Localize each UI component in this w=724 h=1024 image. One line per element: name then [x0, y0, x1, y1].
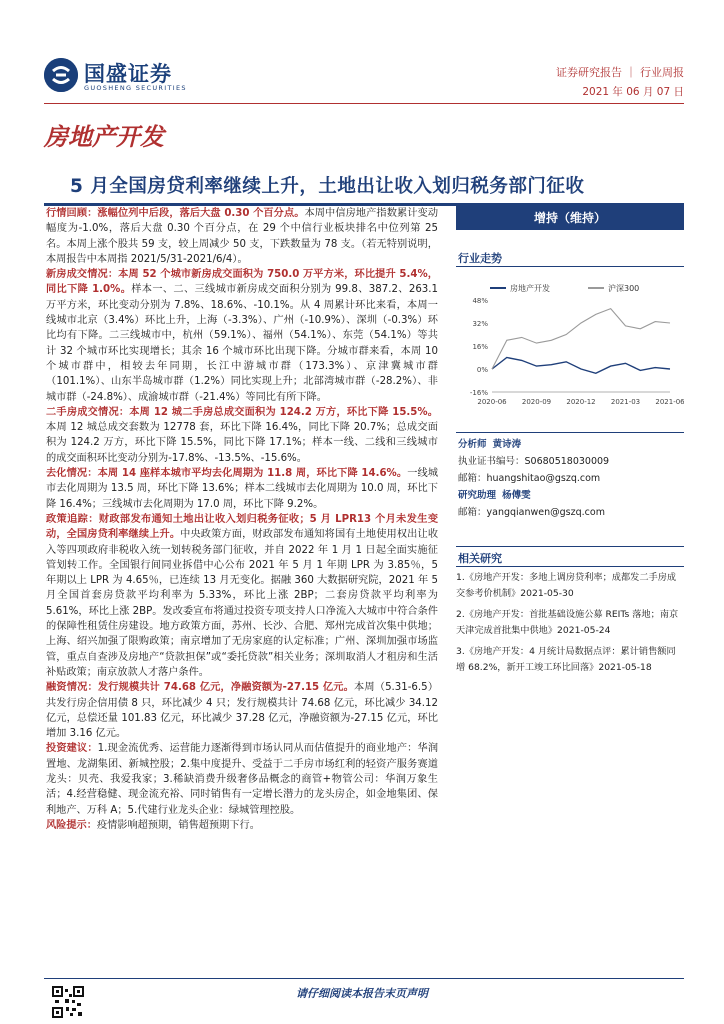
x-tick-label: 2021-03 — [610, 398, 641, 406]
paragraph-second-hand — [46, 405, 438, 466]
paragraph-text: 本周中信房地产指数累计变动幅度为-1.0%，落后大盘 0.30 个百分点，在 29 个中信行业板块排名中位列第 25 名。本周上涨个股共 59 支，较上周减少 50 支，下跌数量为 78 支。（若无特别说明，本周报告中本周指 2021/5/31-2021/6/4）。 — [46, 208, 439, 265]
paragraph-label: 去化情况： — [46, 468, 98, 480]
legend-label-real-estate: 房地产开发 — [510, 284, 550, 293]
license-number: 执业证书编号：S0680518030009 — [458, 456, 610, 467]
lead-analyst — [458, 436, 684, 453]
x-tick-label: 2021-06 — [655, 398, 684, 406]
y-tick-label: 0% — [476, 366, 488, 374]
paragraph-inventory — [46, 466, 438, 512]
report-date: 2021 年 06 月 07 日 — [582, 86, 684, 98]
trend-chart — [456, 270, 684, 420]
paragraph-label: 二手房成交情况： — [46, 406, 130, 418]
paragraph-text: 1.现金流优秀、运营能力逐渐得到市场认同从而估值提升的商业地产：华润置地、龙湖集团、新城控股；2.集中度提升、受益于二手房市场红利的轻资产服务赛道龙头：贝壳、我爱我家；3.稀缺消费升级奢侈品概念的商管+物管公司：华润万象生活；4.经营稳健、现金流充裕、同时销售有一定增长潜力的龙头房企，如金地集团、保利地产、万科 A；5.代建行业龙头企业：绿城管理控股。 — [46, 743, 439, 816]
trend-chart-svg — [456, 270, 684, 420]
paragraph-highlight: 本周 14 座样本城市平均去化周期为 11.8 周，环比下降 14.6%。 — [97, 468, 408, 480]
report-type: 证券研究报告 ｜ 行业周报 — [556, 66, 684, 79]
related-divider — [456, 566, 684, 567]
y-tick-label: 16% — [472, 343, 488, 351]
y-tick-label: 32% — [472, 320, 488, 328]
related-item[interactable]: 2.《房地产开发：首批基础设施公募 REITs 落地；南京天津完成首批集中供地》2021-05-24 — [456, 609, 679, 636]
brand-name-en: GUOSHENG SECURITIES — [84, 84, 187, 92]
brand-name: 国盛证券 — [84, 62, 172, 86]
company-logo-icon — [44, 58, 78, 92]
assistant-name: 杨傅雯 — [502, 490, 531, 501]
y-tick-label: 48% — [472, 297, 488, 305]
paragraph-text: 本周 12 城总成交套数为 12778 套，环比下降 16.4%，同比下降 20.7%；总成交面积为 124.2 万方，环比下降 15.5%，同比下降 17.1%；样本一线、二线和三线城市的成交面积环比变动分别为-17.8%、-13.5%、-15.6%。 — [46, 422, 438, 464]
paragraph-highlight: 本周 12 城二手房总成交面积为 124.2 万方，环比下降 15.5%。 — [129, 406, 438, 418]
paragraph-highlight: 本周 52 个城市新房成交面积为 750.0 万平方米，环比提升 5.4%，同比下降 1.0%。 — [46, 269, 438, 296]
paragraph-label: 融资情况： — [46, 682, 98, 694]
related-section-title: 相关研究 — [458, 552, 502, 565]
sector-title: 房地产开发 — [44, 122, 164, 151]
paragraph-risk — [46, 818, 438, 833]
paragraph-text: 疫情影响超预期，销售超预期下行。 — [96, 819, 260, 831]
related-item[interactable]: 1.《房地产开发：多地上调房贷利率；成都发二手房成交参考价机制》2021-05-30 — [456, 572, 677, 599]
trend-section-divider — [456, 266, 684, 267]
paragraph-text: 一线城市去化周期为 13.5 周，环比下降 13.6%；样本二线城市去化周期为 10.0 周，环比下降 16.4%；三线城市去化周期为 17.0 周，环比下降 9.2%。 — [46, 468, 439, 510]
related-item[interactable]: 3.《房地产开发：4 月统计局数据点评：累计销售额同增 68.2%，新开工竣工环比回落》2021-05-18 — [456, 646, 676, 673]
paragraph-label: 投资建议： — [46, 743, 98, 755]
paragraph-market-review — [46, 206, 438, 267]
paragraph-label: 风险提示： — [46, 819, 97, 831]
y-tick-label: -16% — [469, 389, 488, 397]
rating-badge: 增持（维持） — [456, 206, 684, 230]
paragraph-policy — [46, 512, 438, 680]
series-line-real-estate — [492, 358, 670, 374]
related-top-divider — [456, 546, 684, 547]
legend-label-csi300: 沪深300 — [608, 284, 640, 293]
x-tick-label: 2020-06 — [477, 398, 507, 406]
paragraph-highlight: 涨幅位列中后段，落后大盘 0.30 个百分点。 — [97, 208, 305, 219]
paragraph-label: 行情回顾： — [46, 208, 98, 219]
lead-analyst-email: 邮箱：huangshitao@gszq.com — [458, 473, 601, 484]
paragraph-text: 样本一、二、三线城市新房成交面积分别为 99.8、387.2、263.1 万平方米，环比变动分别为 7.8%、18.6%、-10.1%。从 4 周累计环比来看，本周一线城市北京（3.4%）环比上升，上海（-3.3%）、广州（-10.9%）、深圳（-0.3%）环比均有下降。二三线城市中，杭州（59.1%）、福州（54.1%）、东莞（54.1%）等共计 32 个城市环比实现增长；其余 16 个城市环比出现下降。分城市群来看，本周 10 个城市群中，相较去年同期，长江中游城市群（173.3%）、京津冀城市群（101.1%）、山东半岛城市群（1.2%）同比实现上升；北部湾城市群（-28.2%）、非城市群（-24.8%）、成渝城市群（-21.4%）等同比有所下降。 — [46, 284, 439, 403]
paragraph-highlight: 财政部发布通知土地出让收入划归税务征收；5 月 LPR13 个月未发生变动，全国房贷利率继续上升。 — [46, 513, 439, 541]
authors-block — [458, 436, 684, 521]
trend-section-title: 行业走势 — [458, 252, 502, 265]
header-divider — [44, 103, 684, 104]
x-tick-label: 2020-09 — [521, 398, 552, 406]
footer-disclaimer: 请仔细阅读本报告末页声明 — [296, 987, 428, 1000]
paragraph-label: 政策追踪： — [46, 513, 99, 525]
related-list — [456, 570, 684, 681]
paragraph-text: 本周（5.31-6.5）共发行房企信用债 8 只，环比减少 4 只；发行规模共计 74.68 亿元，环比减少 34.12 亿元，总偿还量 101.83 亿元，环比减少 37.28 亿元，净融资额为-27.15 亿元，环比增加 3.16 亿元。 — [46, 682, 439, 740]
paragraph-label: 新房成交情况： — [46, 269, 119, 281]
paragraph-financing — [46, 680, 438, 741]
authors-divider — [456, 432, 684, 433]
assistant-label: 研究助理 — [458, 490, 497, 501]
paragraph-text: 中央政策方面，财政部发布通知将国有土地使用权出让收入等四项政府非税收入统一划转税务部门征收，并自 2022 年 1 月 1 日起全面实施征管划转工作。全国银行间同业拆借中心公布 2021 年 5 月 1 年期 LPR 为 3.85％，5 年期以上 LPR 为 4.65％，已连续 13 月无变化。据融 360 大数据研究院，2021 年 5 月全国首套房贷款平均利率为 5.33%，环比上涨 2BP；二套房贷款平均利率为 5.61%，环比上涨 2BP。发改委宣布将通过投资专项支持人口净流入大城市中符合条件的保障性租赁住房建设。地方政策方面，苏州、长沙、合肥、郑州完成首次集中供地；上海、绍兴加强了限购政策；南京增加了无房家庭的认定标准；广州、深圳加强市场监管，重点自查涉及房地产“贷款担保”或“委托贷款”相关业务；深圳取消人才租房和生活补贴政策；南京放款人才落户条件。 — [46, 529, 439, 678]
paragraph-investment — [46, 741, 438, 817]
paragraph-new-homes — [46, 267, 438, 405]
lead-analyst-label: 分析师 — [458, 439, 487, 450]
assistant-email: 邮箱：yangqianwen@gszq.com — [458, 507, 605, 518]
report-body — [46, 206, 438, 833]
lead-analyst-name: 黄诗涛 — [492, 439, 522, 450]
assistant — [458, 487, 684, 504]
x-tick-label: 2020-12 — [566, 398, 596, 406]
paragraph-highlight: 发行规模共计 74.68 亿元，净融资额为-27.15 亿元。 — [97, 682, 354, 694]
page-title: 5 月全国房贷利率继续上升，土地出让收入划归税务部门征收 — [70, 176, 585, 197]
footer-divider — [44, 978, 684, 979]
